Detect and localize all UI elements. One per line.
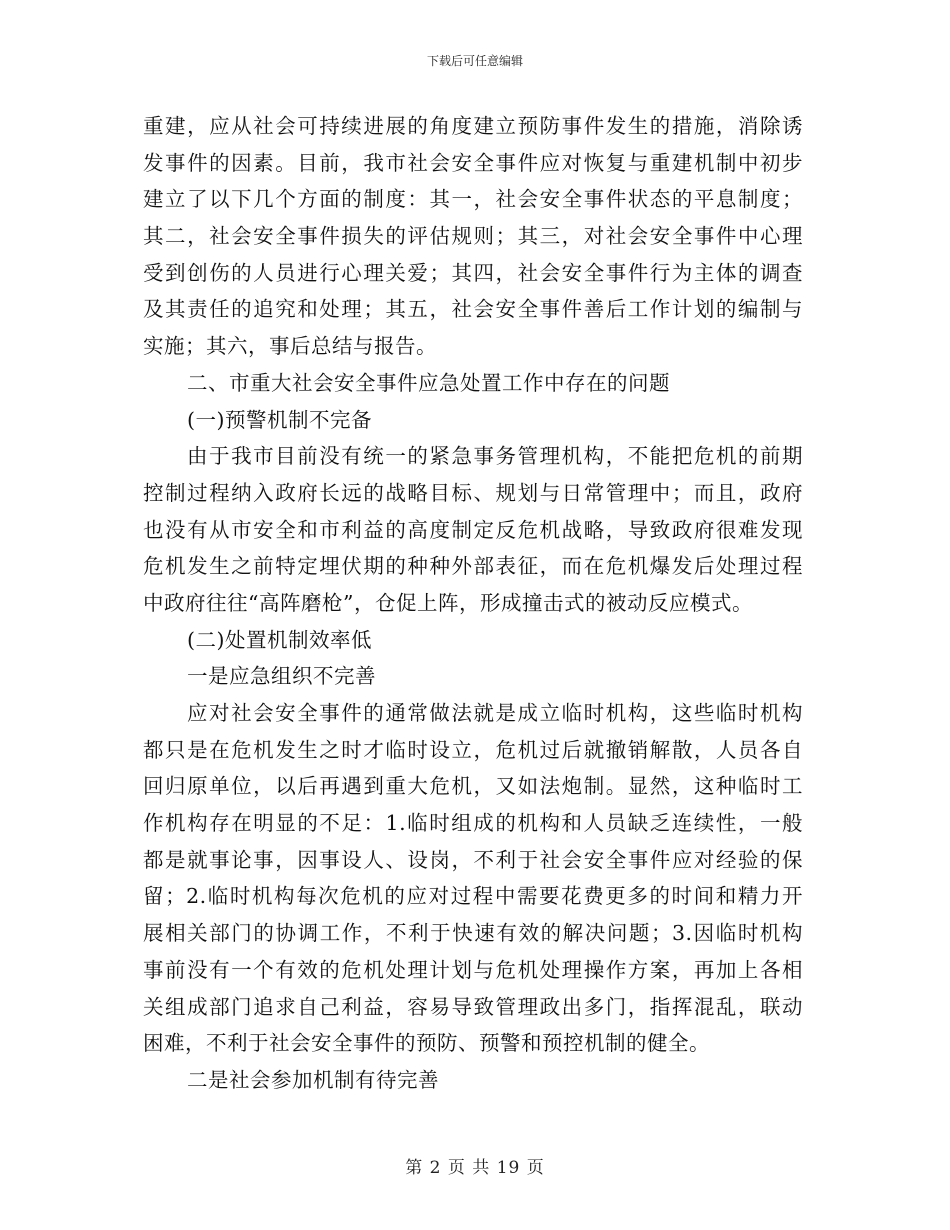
text-line: 留；2.临时机构每次危机的应对过程中需要花费更多的时间和精力开 xyxy=(143,884,803,909)
text-line: 控制过程纳入政府长远的战略目标、规划与日常管理中；而且，政府 xyxy=(143,480,803,505)
text-line: 中政府往往“高阵磨枪”，仓促上阵，形成撞击式的被动反应模式。 xyxy=(143,590,753,615)
document-body xyxy=(143,108,803,1099)
text-line: 其二，社会安全事件损失的评估规则；其三，对社会安全事件中心理 xyxy=(143,224,803,249)
text-line: 二是社会参加机制有待完善 xyxy=(187,1067,439,1092)
text-line: 实施；其六，事后总结与报告。 xyxy=(143,334,437,359)
text-line: 重建，应从社会可持续进展的角度建立预防事件发生的措施，消除诱 xyxy=(143,114,803,138)
text-line: 都只是在危机发生之时才临时设立，危机过后就撤销解散，人员各自 xyxy=(143,737,803,762)
text-line: 回归原单位，以后再遇到重大危机，又如法炮制。显然，这种临时工 xyxy=(143,774,803,799)
text-line: 发事件的因素。目前，我市社会安全事件应对恢复与重建机制中初步 xyxy=(143,150,803,175)
page-header: 下载后可任意编辑 xyxy=(426,54,523,68)
text-line: 二、市重大社会安全事件应急处置工作中存在的问题 xyxy=(187,370,670,395)
text-line: 一是应急组织不完善 xyxy=(187,664,376,689)
text-line: 建立了以下几个方面的制度：其一，社会安全事件状态的平息制度； xyxy=(143,187,803,212)
text-line: 事前没有一个有效的危机处理计划与危机处理操作方案，再加上各相 xyxy=(143,957,803,982)
text-line: 由于我市目前没有统一的紧急事务管理机构，不能把危机的前期 xyxy=(187,444,803,469)
text-line: 也没有从市安全和市利益的高度制定反危机战略，导致政府很难发现 xyxy=(143,517,803,542)
text-line: 展相关部门的协调工作，不利于快速有效的解决问题；3.因临时机构 xyxy=(143,921,803,946)
text-line: 及其责任的追究和处理；其五，社会安全事件善后工作计划的编制与 xyxy=(143,297,803,322)
text-line: 危机发生之前特定埋伏期的种种外部表征，而在危机爆发后处理过程 xyxy=(143,554,803,579)
text-line: 受到创伤的人员进行心理关爱；其四，社会安全事件行为主体的调查 xyxy=(143,260,803,285)
text-line: 困难，不利于社会安全事件的预防、预警和预控机制的健全。 xyxy=(143,1031,710,1056)
text-line: (一)预警机制不完备 xyxy=(187,407,372,432)
text-line: 应对社会安全事件的通常做法就是成立临时机构，这些临时机构 xyxy=(187,701,803,725)
text-line: 都是就事论事，因事设人、设岗，不利于社会安全事件应对经验的保 xyxy=(143,847,803,872)
page-footer: 第 2 页 共 19 页 xyxy=(405,1158,545,1178)
text-line: (二)处置机制效率低 xyxy=(187,627,372,652)
text-line: 作机构存在明显的不足：1.临时组成的机构和人员缺乏连续性，一般 xyxy=(143,811,803,836)
text-line: 关组成部门追求自己利益，容易导致管理政出多门，指挥混乱，联动 xyxy=(143,994,803,1019)
